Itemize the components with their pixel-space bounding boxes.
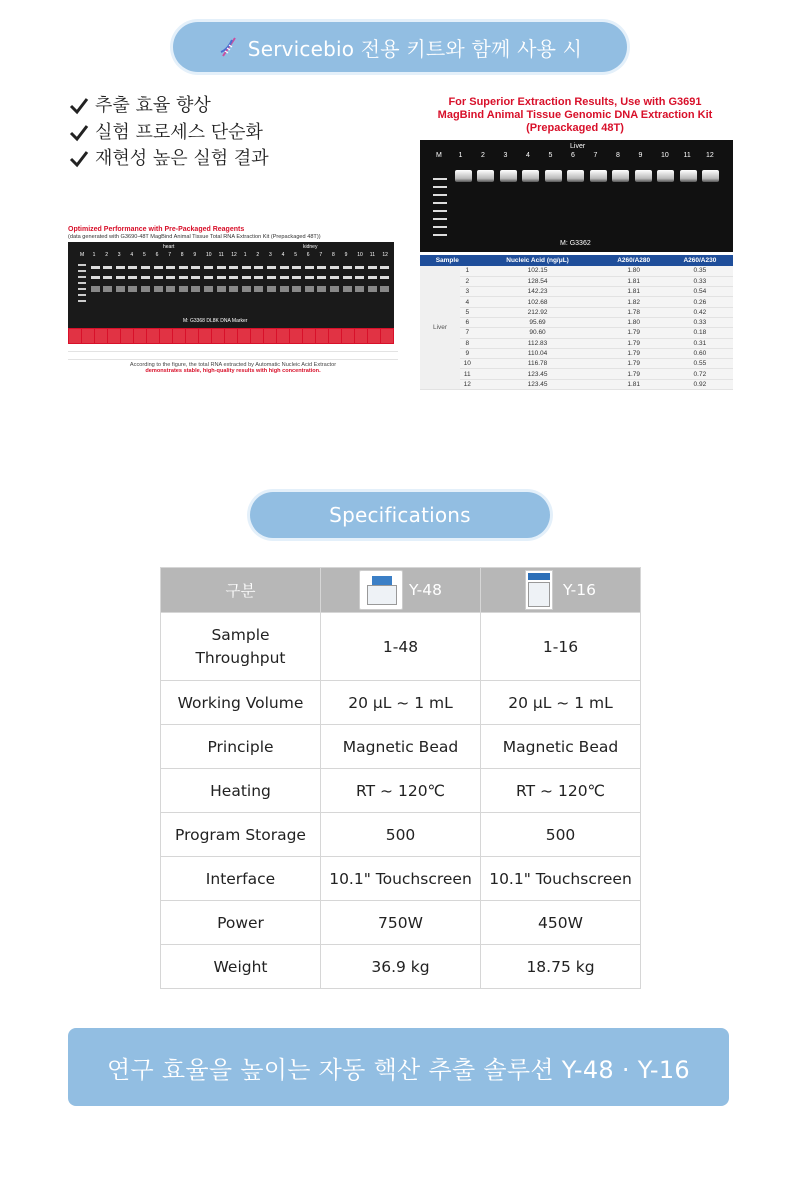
dna-lane-label: 1 bbox=[458, 152, 463, 159]
rna-sample-band bbox=[116, 266, 125, 269]
dna-marker-band bbox=[433, 234, 447, 236]
dna-title-line: For Superior Extraction Results, Use with G3691 bbox=[448, 96, 702, 108]
dna-lane-label: 7 bbox=[593, 152, 598, 159]
dna-table-cell: 0.55 bbox=[667, 359, 733, 369]
rna-sample-band bbox=[317, 266, 326, 269]
dna-marker-band bbox=[433, 202, 447, 204]
rna-sample-band bbox=[280, 286, 289, 292]
dna-table-cell: 0.33 bbox=[667, 276, 733, 286]
dna-table-cell: 142.23 bbox=[475, 287, 601, 297]
rna-lane-label: 8 bbox=[332, 252, 335, 258]
rna-sample-band bbox=[141, 286, 150, 292]
rna-lane-label: 4 bbox=[130, 252, 134, 258]
dna-lane-label: 11 bbox=[683, 152, 691, 159]
dna-table-cell: 1.79 bbox=[601, 328, 667, 338]
dna-table-cell: 1.80 bbox=[601, 266, 667, 276]
dna-lane-label: 2 bbox=[481, 152, 485, 159]
dna-table-row bbox=[420, 307, 733, 317]
spec-row-label: Heating bbox=[161, 769, 321, 813]
dna-table-header: A260/A280 bbox=[601, 255, 667, 266]
spec-row bbox=[161, 613, 641, 681]
rna-sample-band bbox=[141, 276, 150, 279]
spec-value: Magnetic Bead bbox=[481, 725, 641, 769]
dna-table-row bbox=[420, 369, 733, 379]
rna-sample-band bbox=[254, 286, 263, 292]
dna-lane-label: 9 bbox=[638, 152, 643, 159]
rna-sample-band bbox=[305, 276, 314, 279]
top-banner-pill bbox=[173, 22, 627, 72]
spec-value: 750W bbox=[321, 901, 481, 945]
rna-lane-label: 4 bbox=[281, 252, 285, 258]
spec-row bbox=[161, 813, 641, 857]
dna-table-cell: 0.42 bbox=[667, 307, 733, 317]
rna-marker-band bbox=[78, 270, 86, 272]
dna-table-cell: 2 bbox=[460, 276, 475, 286]
dna-sample-band bbox=[657, 170, 674, 182]
dna-lane-label: 6 bbox=[571, 152, 575, 159]
check-icon bbox=[68, 96, 90, 116]
dna-table-cell: 123.45 bbox=[475, 379, 601, 389]
dna-icon bbox=[218, 36, 240, 58]
dna-table-row bbox=[420, 348, 733, 358]
dna-table-cell: 0.60 bbox=[667, 348, 733, 358]
rna-sample-band bbox=[317, 276, 326, 279]
dna-lane-label: 10 bbox=[661, 152, 669, 159]
rna-sample-band bbox=[91, 276, 100, 279]
rna-sample-band bbox=[242, 276, 251, 279]
rna-sample-band bbox=[154, 276, 163, 279]
dna-table-row bbox=[420, 379, 733, 389]
spec-value: 18.75 kg bbox=[481, 945, 641, 989]
rna-sample-band bbox=[292, 276, 301, 279]
rna-sample-band bbox=[242, 266, 251, 269]
dna-table-row bbox=[420, 287, 733, 297]
spec-value: 500 bbox=[481, 813, 641, 857]
dna-sample-band bbox=[522, 170, 539, 182]
spec-value: 1-16 bbox=[481, 613, 641, 681]
rna-sample-band bbox=[229, 266, 238, 269]
benefit-item bbox=[68, 146, 269, 173]
dna-table-row bbox=[420, 317, 733, 327]
dna-table-cell: 112.83 bbox=[475, 338, 601, 348]
rna-group-label: heart bbox=[163, 244, 175, 250]
rna-sample-band bbox=[229, 286, 238, 292]
dna-sample-band bbox=[500, 170, 517, 182]
rna-lane-label: 7 bbox=[168, 252, 171, 258]
spec-row bbox=[161, 681, 641, 725]
rna-lane-label: 2 bbox=[256, 252, 260, 258]
dna-sample-band bbox=[680, 170, 697, 182]
rna-lane-label: 9 bbox=[344, 252, 348, 258]
dna-table-row bbox=[420, 266, 733, 276]
rna-marker-band bbox=[78, 276, 86, 278]
dna-table-cell: 11 bbox=[460, 369, 475, 379]
dna-marker-band bbox=[433, 186, 447, 188]
rna-lane-label: 11 bbox=[369, 252, 375, 258]
y16-device-image bbox=[525, 570, 553, 610]
dna-table-cell: 5 bbox=[460, 307, 475, 317]
rna-sample-band bbox=[166, 266, 175, 269]
dna-tissue-cell: Liver bbox=[420, 266, 460, 390]
dna-lane-label: 3 bbox=[503, 152, 508, 159]
dna-table-cell: 9 bbox=[460, 348, 475, 358]
rna-result-figure bbox=[68, 226, 398, 394]
dna-table-cell: 0.35 bbox=[667, 266, 733, 276]
rna-sample-band bbox=[380, 286, 389, 292]
spec-row bbox=[161, 857, 641, 901]
dna-table-cell: 8 bbox=[460, 338, 475, 348]
dna-marker-band bbox=[433, 226, 447, 228]
dna-table-cell: 12 bbox=[460, 379, 475, 389]
rna-sample-band bbox=[267, 266, 276, 269]
spec-row bbox=[161, 769, 641, 813]
rna-lane-label: 10 bbox=[206, 252, 212, 258]
rna-sample-band bbox=[91, 286, 100, 292]
rna-sample-band bbox=[154, 286, 163, 292]
spec-header-label: Y-48 bbox=[409, 581, 442, 599]
rna-marker-band bbox=[78, 282, 86, 284]
rna-lane-label: 5 bbox=[294, 252, 297, 258]
rna-marker-band bbox=[78, 300, 86, 302]
spec-value: 36.9 kg bbox=[321, 945, 481, 989]
rna-sample-band bbox=[355, 266, 364, 269]
spec-row-label: Weight bbox=[161, 945, 321, 989]
rna-sample-band bbox=[229, 276, 238, 279]
rna-lane-label: 1 bbox=[243, 252, 247, 258]
rna-lane-label: 1 bbox=[92, 252, 96, 258]
rna-lane-label: 5 bbox=[143, 252, 146, 258]
rna-lane-label: 6 bbox=[306, 252, 310, 258]
rna-sample-band bbox=[305, 266, 314, 269]
rna-sample-band bbox=[355, 276, 364, 279]
dna-figure-title bbox=[417, 96, 733, 135]
dna-table-cell: 1.82 bbox=[601, 297, 667, 307]
dna-lane-label: 8 bbox=[616, 152, 620, 159]
rna-lane-label: 12 bbox=[231, 252, 237, 258]
spec-row-label: Interface bbox=[161, 857, 321, 901]
spec-value: Magnetic Bead bbox=[321, 725, 481, 769]
dna-table-cell: 10 bbox=[460, 359, 475, 369]
dna-table-cell: 0.54 bbox=[667, 287, 733, 297]
rna-sample-band bbox=[103, 286, 112, 292]
rna-sample-band bbox=[116, 286, 125, 292]
rna-sample-band bbox=[103, 276, 112, 279]
spec-value: 450W bbox=[481, 901, 641, 945]
rna-note-line: According to the figure, the total RNA extracted by Automatic Nucleic Acid Extractor bbox=[129, 362, 337, 368]
spec-header-y16 bbox=[481, 568, 641, 613]
dna-table-cell: 1.79 bbox=[601, 348, 667, 358]
rna-sample-band bbox=[204, 286, 213, 292]
dna-lane-label: 5 bbox=[548, 152, 553, 159]
dna-lane-label: 4 bbox=[526, 152, 530, 159]
spec-value: 10.1" Touchscreen bbox=[321, 857, 481, 901]
dna-table-cell: 0.33 bbox=[667, 317, 733, 327]
rna-sample-band bbox=[267, 286, 276, 292]
rna-sample-band bbox=[330, 286, 339, 292]
rna-lane-label: 6 bbox=[155, 252, 159, 258]
rna-sample-band bbox=[292, 266, 301, 269]
rna-sample-band bbox=[368, 266, 377, 269]
dna-table-cell: 1.78 bbox=[601, 307, 667, 317]
dna-table-header: Sample bbox=[420, 255, 475, 266]
rna-sample-band bbox=[254, 276, 263, 279]
dna-sample-band bbox=[635, 170, 652, 182]
dna-table-cell: 0.31 bbox=[667, 338, 733, 348]
rna-marker-band bbox=[78, 294, 86, 296]
dna-table-cell: 1.79 bbox=[601, 338, 667, 348]
spec-value: 1-48 bbox=[321, 613, 481, 681]
dna-table-cell: 0.18 bbox=[667, 328, 733, 338]
dna-table-row bbox=[420, 338, 733, 348]
rna-sample-band bbox=[166, 276, 175, 279]
dna-table-cell: 1 bbox=[460, 266, 475, 276]
bottom-banner bbox=[68, 1028, 729, 1106]
rna-sample-band bbox=[217, 276, 226, 279]
rna-sample-band bbox=[191, 266, 200, 269]
rna-data-table-header bbox=[68, 328, 394, 344]
spec-value: 20 μL ~ 1 mL bbox=[481, 681, 641, 725]
rna-lane-label: 3 bbox=[117, 252, 121, 258]
dna-table-cell: 7 bbox=[460, 328, 475, 338]
rna-figure-subtitle: (data generated with G3690-48T MagBind Animal Tissue Total RNA Extraction Kit (Prepackaged 48T)) bbox=[68, 234, 321, 240]
dna-quant-table bbox=[420, 255, 733, 390]
dna-sample-band bbox=[477, 170, 494, 182]
check-icon bbox=[68, 149, 90, 169]
rna-marker-band bbox=[78, 288, 86, 290]
dna-table-cell: 0.72 bbox=[667, 369, 733, 379]
rna-lane-label: M bbox=[80, 252, 85, 258]
rna-sample-band bbox=[317, 286, 326, 292]
spec-row bbox=[161, 725, 641, 769]
spec-value: 20 μL ~ 1 mL bbox=[321, 681, 481, 725]
dna-table-cell: 212.92 bbox=[475, 307, 601, 317]
dna-table-cell: 1.79 bbox=[601, 369, 667, 379]
rna-sample-band bbox=[103, 266, 112, 269]
rna-sample-band bbox=[179, 276, 188, 279]
rna-sample-band bbox=[267, 276, 276, 279]
rna-note-highlight: demonstrates stable, high-quality results with high concentration. bbox=[145, 368, 321, 374]
rna-sample-band bbox=[380, 266, 389, 269]
dna-table-cell: 4 bbox=[460, 297, 475, 307]
dna-table-row bbox=[420, 328, 733, 338]
rna-sample-band bbox=[368, 286, 377, 292]
dna-table-cell: 116.78 bbox=[475, 359, 601, 369]
dna-table-cell: 1.80 bbox=[601, 317, 667, 327]
dna-title-line: MagBind Animal Tissue Genomic DNA Extraction Kit bbox=[437, 109, 713, 121]
dna-lane-label: 12 bbox=[706, 152, 714, 159]
dna-sample-band bbox=[545, 170, 562, 182]
dna-table-cell: 0.92 bbox=[667, 379, 733, 389]
rna-sample-band bbox=[242, 286, 251, 292]
rna-sample-band bbox=[179, 286, 188, 292]
check-icon bbox=[68, 123, 90, 143]
specifications-title: Specifications bbox=[329, 503, 471, 527]
rna-sample-band bbox=[292, 286, 301, 292]
rna-sample-band bbox=[204, 276, 213, 279]
rna-sample-band bbox=[305, 286, 314, 292]
rna-sample-band bbox=[380, 276, 389, 279]
spec-row bbox=[161, 945, 641, 989]
dna-table-header: A260/A230 bbox=[667, 255, 733, 266]
spec-value: RT ~ 120℃ bbox=[321, 769, 481, 813]
dna-table-cell: 1.81 bbox=[601, 276, 667, 286]
rna-figure-title: Optimized Performance with Pre-Packaged Reagents bbox=[68, 226, 245, 233]
rna-marker-band bbox=[78, 264, 86, 266]
dna-title-line: (Prepackaged 48T) bbox=[526, 122, 624, 134]
rna-marker-label: M: G3368 DL8K DNA Marker bbox=[183, 318, 248, 324]
rna-sample-band bbox=[191, 276, 200, 279]
spec-header-label: Y-16 bbox=[563, 581, 596, 599]
rna-sample-band bbox=[330, 276, 339, 279]
y48-device-image bbox=[359, 570, 403, 610]
dna-sample-band bbox=[567, 170, 584, 182]
dna-group-label: Liver bbox=[570, 143, 586, 150]
dna-table-row bbox=[420, 276, 733, 286]
rna-sample-band bbox=[330, 266, 339, 269]
rna-sample-band bbox=[204, 266, 213, 269]
dna-table-cell: 1.81 bbox=[601, 379, 667, 389]
dna-table-cell: 128.54 bbox=[475, 276, 601, 286]
dna-sample-band bbox=[590, 170, 607, 182]
spec-value: 10.1" Touchscreen bbox=[481, 857, 641, 901]
rna-sample-band bbox=[128, 286, 137, 292]
rna-sample-band bbox=[166, 286, 175, 292]
dna-table-cell: 1.81 bbox=[601, 287, 667, 297]
benefit-text: 재현성 높은 실험 결과 bbox=[95, 148, 269, 169]
specifications-pill bbox=[250, 492, 550, 538]
rna-lane-label: 10 bbox=[357, 252, 363, 258]
rna-sample-band bbox=[343, 276, 352, 279]
dna-table-cell: 90.60 bbox=[475, 328, 601, 338]
dna-gel-image bbox=[420, 140, 733, 252]
dna-table-cell: 1.79 bbox=[601, 359, 667, 369]
rna-lane-label: 3 bbox=[269, 252, 272, 258]
rna-lane-label: 7 bbox=[319, 252, 323, 258]
rna-sample-band bbox=[217, 266, 226, 269]
rna-sample-band bbox=[154, 266, 163, 269]
specifications-table bbox=[160, 567, 641, 989]
dna-table-cell: 102.68 bbox=[475, 297, 601, 307]
dna-sample-band bbox=[455, 170, 472, 182]
benefit-item bbox=[68, 120, 269, 147]
dna-marker-band bbox=[433, 218, 447, 220]
rna-lane-label: 2 bbox=[105, 252, 108, 258]
rna-sample-band bbox=[355, 286, 364, 292]
dna-sample-band bbox=[702, 170, 719, 182]
rna-lane-label: 9 bbox=[193, 252, 197, 258]
rna-lane-label: 11 bbox=[218, 252, 224, 258]
dna-marker-band bbox=[433, 210, 447, 212]
rna-sample-band bbox=[141, 266, 150, 269]
rna-data-table-rows bbox=[68, 344, 398, 360]
dna-table-cell: 123.45 bbox=[475, 369, 601, 379]
top-banner-text: Servicebio 전용 키트와 함께 사용 시 bbox=[247, 36, 583, 61]
rna-sample-band bbox=[128, 276, 137, 279]
spec-row-label: Principle bbox=[161, 725, 321, 769]
spec-row-label: Working Volume bbox=[161, 681, 321, 725]
rna-gel-image bbox=[68, 242, 394, 328]
rna-sample-band bbox=[91, 266, 100, 269]
dna-sample-band bbox=[612, 170, 629, 182]
dna-result-figure bbox=[417, 96, 733, 399]
dna-table-cell: 0.26 bbox=[667, 297, 733, 307]
rna-lane-label: 12 bbox=[382, 252, 388, 258]
dna-table-cell: 6 bbox=[460, 317, 475, 327]
rna-figure-note bbox=[68, 362, 398, 374]
benefit-item bbox=[68, 93, 269, 120]
dna-table-cell: 95.69 bbox=[475, 317, 601, 327]
dna-table-row bbox=[420, 359, 733, 369]
dna-marker-band bbox=[433, 178, 447, 180]
spec-header-y48 bbox=[321, 568, 481, 613]
rna-sample-band bbox=[116, 276, 125, 279]
benefit-text: 실험 프로세스 단순화 bbox=[95, 121, 263, 143]
rna-group-label: kidney bbox=[303, 244, 318, 250]
spec-value: RT ~ 120℃ bbox=[481, 769, 641, 813]
bottom-banner-text: 연구 효율을 높이는 자동 핵산 추출 솔루션 Y-48 · Y-16 bbox=[107, 1055, 690, 1084]
rna-sample-band bbox=[179, 266, 188, 269]
spec-header-category: 구분 bbox=[161, 568, 321, 613]
rna-sample-band bbox=[254, 266, 263, 269]
dna-lane-label: M bbox=[436, 152, 442, 159]
spec-row-label: Power bbox=[161, 901, 321, 945]
dna-table-cell: 3 bbox=[460, 287, 475, 297]
dna-table-cell: 102.15 bbox=[475, 266, 601, 276]
rna-sample-band bbox=[217, 286, 226, 292]
rna-sample-band bbox=[343, 286, 352, 292]
rna-sample-band bbox=[128, 266, 137, 269]
spec-row bbox=[161, 901, 641, 945]
rna-lane-label: 8 bbox=[180, 252, 184, 258]
dna-table-header: Nucleic Acid (ng/μL) bbox=[475, 255, 601, 266]
rna-sample-band bbox=[191, 286, 200, 292]
rna-sample-band bbox=[368, 276, 377, 279]
benefits-list bbox=[68, 93, 269, 173]
dna-marker-label: M: G3362 bbox=[560, 240, 591, 247]
dna-marker-band bbox=[433, 194, 447, 196]
spec-value: 500 bbox=[321, 813, 481, 857]
rna-sample-band bbox=[280, 276, 289, 279]
dna-table-row bbox=[420, 297, 733, 307]
benefit-text: 추출 효율 향상 bbox=[95, 95, 211, 116]
dna-table-cell: 110.04 bbox=[475, 348, 601, 358]
rna-sample-band bbox=[343, 266, 352, 269]
spec-row-label: Sample Throughput bbox=[161, 613, 321, 681]
spec-row-label: Program Storage bbox=[161, 813, 321, 857]
rna-sample-band bbox=[280, 266, 289, 269]
